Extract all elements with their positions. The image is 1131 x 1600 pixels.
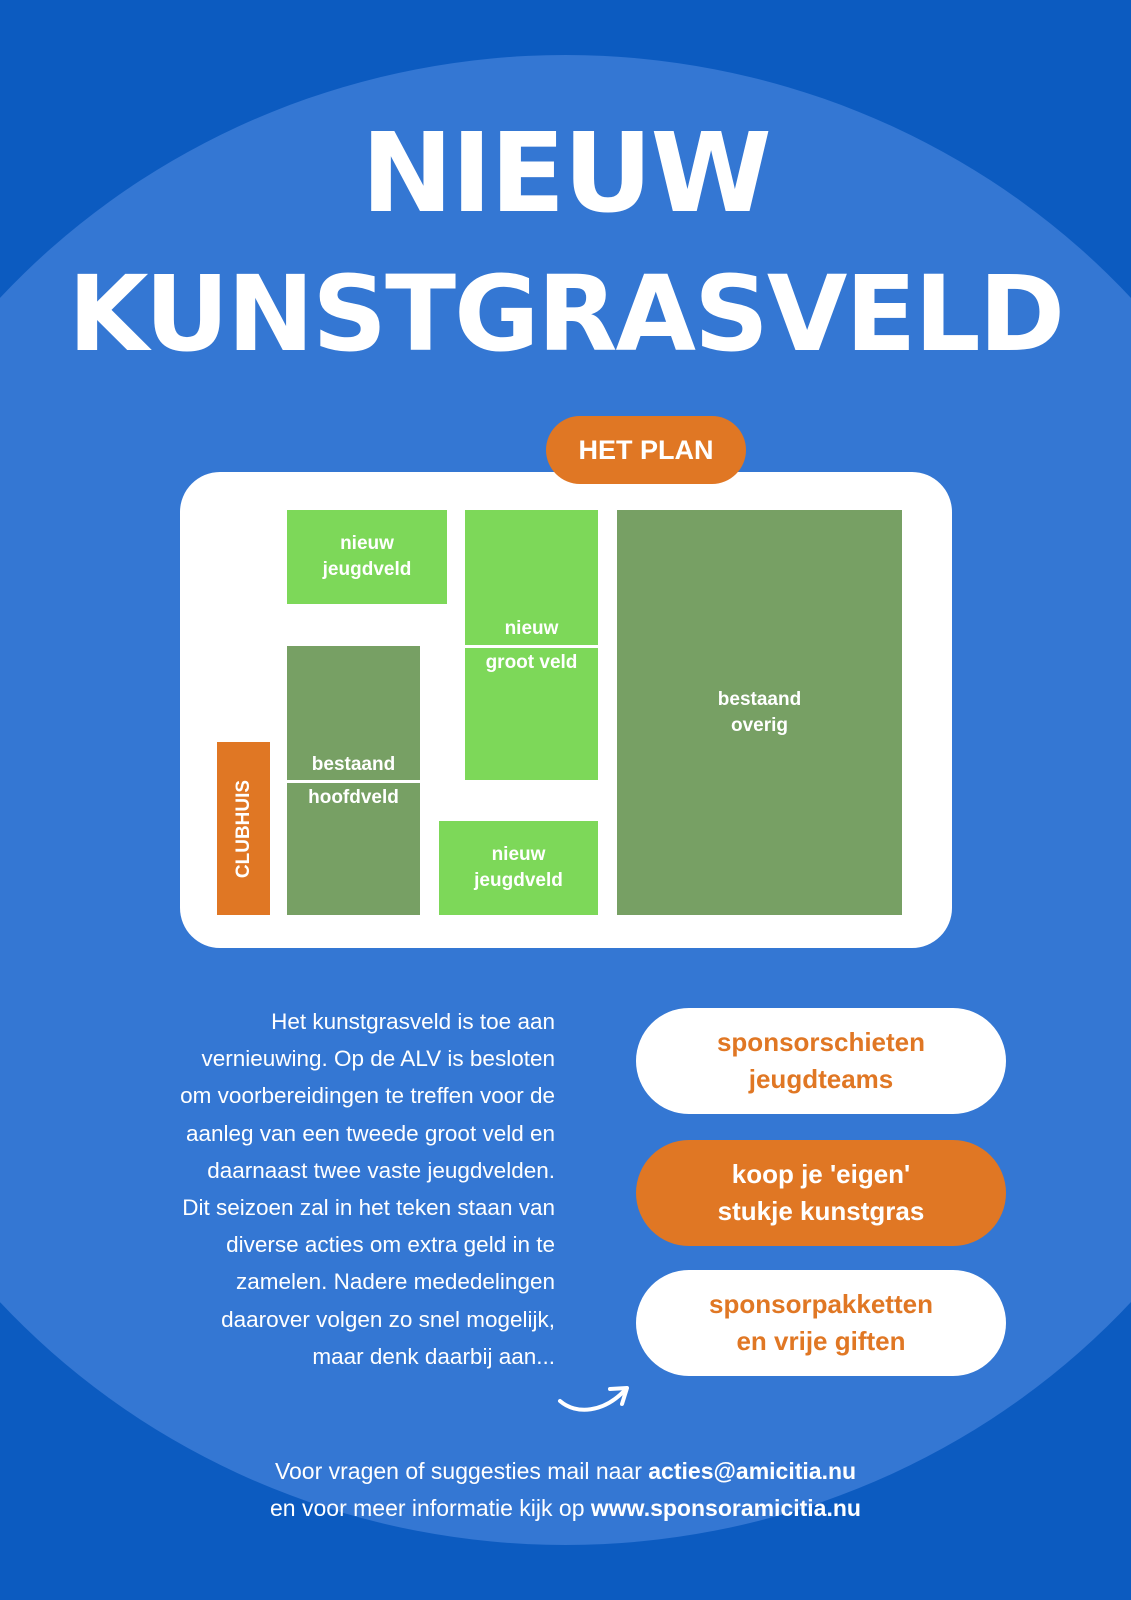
field-plan-map xyxy=(180,472,952,948)
curved-arrow-icon xyxy=(556,1383,632,1417)
field-divider xyxy=(287,780,420,783)
field-new-big-top-label: nieuw xyxy=(504,618,559,639)
footer-line-2: en voor meer informatie kijk op www.sponsoramicitia.nu xyxy=(270,1495,861,1521)
field-new-youth-bottom: nieuw jeugdveld xyxy=(439,821,598,915)
clubhouse-block xyxy=(217,742,270,915)
action-koop-kunstgras: koop je 'eigen' stukje kunstgras xyxy=(636,1140,1006,1246)
title-line-1: NIEUW xyxy=(361,109,770,237)
plan-badge: HET PLAN xyxy=(546,416,746,484)
title-line-2: KUNSTGRASVELD xyxy=(67,253,1064,375)
field-new-big xyxy=(465,510,598,780)
field-divider xyxy=(465,645,598,648)
footer-line-1: Voor vragen of suggesties mail naar acties@amicitia.nu xyxy=(274,1458,857,1484)
field-existing-main-bottom-label: hoofdveld xyxy=(308,787,399,808)
field-existing-other: bestaand overig xyxy=(617,510,902,915)
action-sponsorpakketten: sponsorpakketten en vrije giften xyxy=(636,1270,1006,1376)
clubhouse-label: CLUBHUIS xyxy=(232,779,254,878)
description-text: Het kunstgrasveld is toe aan vernieuwing. Op de ALV is besloten om voorbereidingen te treffen voor de aanleg van een tweede groot veld en daarnaast twee vaste jeugdvelden. Dit seizoen zal in het teken staan van diverse acties om extra geld in te zamelen. Nadere mededelingen daarover volgen zo snel mogelijk, maar denk daarbij aan... xyxy=(180,1009,555,1369)
field-existing-main xyxy=(287,646,420,915)
action-sponsorschieten: sponsorschieten jeugdteams xyxy=(636,1008,1006,1114)
field-existing-main-top-label: bestaand xyxy=(311,754,396,775)
field-new-big-bottom-label: groot veld xyxy=(485,652,578,673)
field-new-youth-top: nieuw jeugdveld xyxy=(287,510,447,604)
website-link[interactable]: www.sponsoramicitia.nu xyxy=(590,1495,861,1521)
email-link[interactable]: acties@amicitia.nu xyxy=(648,1458,857,1484)
